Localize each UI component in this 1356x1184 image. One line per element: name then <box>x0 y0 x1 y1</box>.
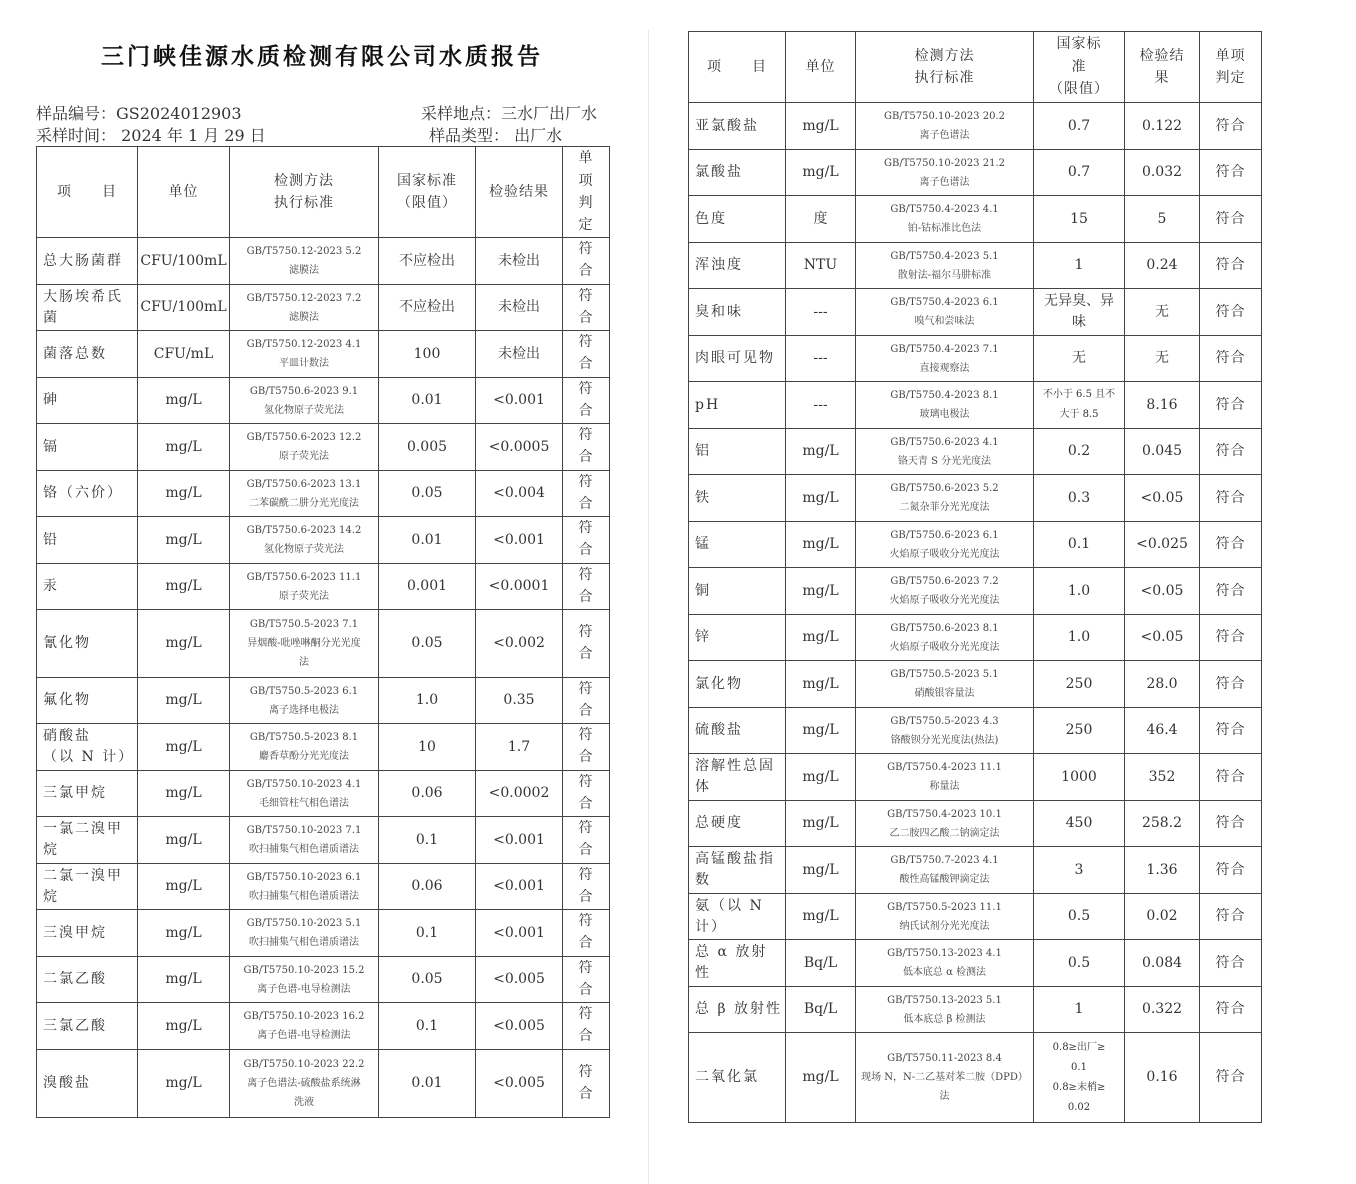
item-method: GB/T5750.4-2023 8.1 玻璃电极法 <box>856 382 1034 429</box>
table-row <box>689 894 1262 940</box>
item-unit: mg/L <box>786 150 856 196</box>
item-limit: 0.1 <box>379 910 476 957</box>
item-name: 锰 <box>689 522 786 568</box>
item-result: <0.001 <box>476 817 563 864</box>
header-limit: 国家标准 （限值） <box>379 147 476 238</box>
item-name: 高锰酸盐指数 <box>689 847 786 894</box>
item-result: 未检出 <box>476 285 563 331</box>
item-limit: 0.005 <box>379 424 476 471</box>
item-unit: mg/L <box>786 1033 856 1123</box>
item-judgement: 符合 <box>1200 615 1262 661</box>
item-unit: 度 <box>786 196 856 243</box>
table-row <box>689 522 1262 568</box>
table-row <box>689 801 1262 847</box>
item-method: GB/T5750.5-2023 11.1 纳氏试剂分光光度法 <box>856 894 1034 940</box>
table-row <box>689 150 1262 196</box>
table-row <box>689 754 1262 801</box>
item-unit: mg/L <box>786 429 856 475</box>
item-method: GB/T5750.10-2023 4.1 毛细管柱气相色谱法 <box>230 771 379 817</box>
item-limit: 0.05 <box>379 610 476 678</box>
item-name: 铅 <box>37 517 138 564</box>
item-method: GB/T5750.6-2023 7.2 火焰原子吸收分光光度法 <box>856 568 1034 615</box>
item-name: 菌落总数 <box>37 331 138 378</box>
table-row <box>689 382 1262 429</box>
item-result: <0.005 <box>476 1003 563 1050</box>
item-method: GB/T5750.7-2023 4.1 酸性高锰酸钾滴定法 <box>856 847 1034 894</box>
item-method: GB/T5750.4-2023 11.1 称量法 <box>856 754 1034 801</box>
item-judgement: 符 合 <box>563 285 610 331</box>
item-result: 未检出 <box>476 238 563 285</box>
item-limit: 1000 <box>1034 754 1125 801</box>
item-name: 镉 <box>37 424 138 471</box>
item-name: pH <box>689 382 786 429</box>
table-row <box>37 238 610 285</box>
item-name: 总硬度 <box>689 801 786 847</box>
item-judgement: 符合 <box>1200 801 1262 847</box>
table-row <box>689 243 1262 289</box>
item-name: 一氯二溴甲烷 <box>37 817 138 864</box>
item-judgement: 符 合 <box>563 1003 610 1050</box>
item-limit: 1.0 <box>379 678 476 724</box>
header-item: 项 目 <box>689 32 786 103</box>
item-unit: mg/L <box>786 568 856 615</box>
item-judgement: 符合 <box>1200 289 1262 336</box>
item-method: GB/T5750.10-2023 20.2 离子色谱法 <box>856 103 1034 150</box>
item-result: 0.084 <box>1125 940 1200 987</box>
item-method: GB/T5750.5-2023 4.3 铬酸钡分光光度法(热法) <box>856 708 1034 754</box>
item-limit: 0.5 <box>1034 894 1125 940</box>
item-result: <0.005 <box>476 1050 563 1118</box>
table-row <box>689 1033 1262 1123</box>
item-limit: 0.1 <box>379 1003 476 1050</box>
item-limit: 1 <box>1034 243 1125 289</box>
item-unit: mg/L <box>786 661 856 708</box>
table-row <box>37 957 610 1003</box>
table-row <box>37 471 610 517</box>
item-result: 28.0 <box>1125 661 1200 708</box>
item-result: <0.001 <box>476 864 563 910</box>
item-result: 未检出 <box>476 331 563 378</box>
item-result: <0.05 <box>1125 615 1200 661</box>
table-row <box>37 331 610 378</box>
item-name: 三溴甲烷 <box>37 910 138 957</box>
item-judgement: 符合 <box>1200 894 1262 940</box>
item-method: GB/T5750.12-2023 7.2 滤膜法 <box>230 285 379 331</box>
item-unit: mg/L <box>138 817 230 864</box>
item-judgement: 符合 <box>1200 382 1262 429</box>
page-divider <box>648 30 649 1184</box>
sample-site: 采样地点：三水厂出厂水 <box>421 104 598 123</box>
header-result: 检验结果 <box>476 147 563 238</box>
item-unit: --- <box>786 382 856 429</box>
item-method: GB/T5750.6-2023 14.2 氢化物原子荧光法 <box>230 517 379 564</box>
table-row <box>689 103 1262 150</box>
item-judgement: 符 合 <box>563 564 610 610</box>
item-limit: 0.2 <box>1034 429 1125 475</box>
item-method: GB/T5750.6-2023 8.1 火焰原子吸收分光光度法 <box>856 615 1034 661</box>
item-result: 无 <box>1125 336 1200 382</box>
item-unit: mg/L <box>138 724 230 771</box>
item-result: <0.004 <box>476 471 563 517</box>
table-row <box>689 940 1262 987</box>
item-limit: 0.01 <box>379 1050 476 1118</box>
item-method: GB/T5750.12-2023 5.2 滤膜法 <box>230 238 379 285</box>
report-title: 三门峡佳源水质检测有限公司水质报告 <box>101 43 543 70</box>
item-limit: 100 <box>379 331 476 378</box>
item-judgement: 符合 <box>1200 940 1262 987</box>
header-result: 检验结 果 <box>1125 32 1200 103</box>
item-result: 352 <box>1125 754 1200 801</box>
item-name: 氟化物 <box>37 678 138 724</box>
item-name: 亚氯酸盐 <box>689 103 786 150</box>
item-unit: --- <box>786 289 856 336</box>
item-unit: Bq/L <box>786 987 856 1033</box>
item-limit: 0.01 <box>379 517 476 564</box>
item-judgement: 符合 <box>1200 196 1262 243</box>
table-row <box>689 289 1262 336</box>
item-result: <0.0002 <box>476 771 563 817</box>
item-name: 氯化物 <box>689 661 786 708</box>
item-method: GB/T5750.6-2023 4.1 铬天青 S 分光光度法 <box>856 429 1034 475</box>
item-judgement: 符 合 <box>563 424 610 471</box>
table-row <box>689 661 1262 708</box>
item-method: GB/T5750.10-2023 22.2 离子色谱法-硫酸盐系统淋 洗液 <box>230 1050 379 1118</box>
item-judgement: 符合 <box>1200 987 1262 1033</box>
table-row <box>37 678 610 724</box>
item-name: 氯酸盐 <box>689 150 786 196</box>
item-name: 三氯甲烷 <box>37 771 138 817</box>
item-result: 5 <box>1125 196 1200 243</box>
right-results-table <box>688 31 1262 1123</box>
item-unit: mg/L <box>138 864 230 910</box>
item-result: 0.35 <box>476 678 563 724</box>
item-result: <0.0005 <box>476 424 563 471</box>
item-name: 肉眼可见物 <box>689 336 786 382</box>
item-limit: 15 <box>1034 196 1125 243</box>
left-results-table <box>36 146 610 1118</box>
table-row <box>689 429 1262 475</box>
item-method: GB/T5750.5-2023 6.1 离子选择电极法 <box>230 678 379 724</box>
item-unit: mg/L <box>138 564 230 610</box>
table-row <box>37 1003 610 1050</box>
item-judgement: 符合 <box>1200 1033 1262 1123</box>
item-judgement: 符 合 <box>563 1050 610 1118</box>
item-result: 0.02 <box>1125 894 1200 940</box>
item-limit: 0.01 <box>379 378 476 424</box>
header-method: 检测方法 执行标准 <box>856 32 1034 103</box>
item-method: GB/T5750.5-2023 8.1 麝香草酚分光光度法 <box>230 724 379 771</box>
item-name: 二氧化氯 <box>689 1033 786 1123</box>
item-name: 锌 <box>689 615 786 661</box>
item-judgement: 符 合 <box>563 910 610 957</box>
item-judgement: 符合 <box>1200 754 1262 801</box>
item-limit: 1 <box>1034 987 1125 1033</box>
header-limit: 国家标 准 （限值） <box>1034 32 1125 103</box>
item-judgement: 符合 <box>1200 243 1262 289</box>
item-unit: mg/L <box>786 522 856 568</box>
item-name: 溶解性总固体 <box>689 754 786 801</box>
item-name: 氰化物 <box>37 610 138 678</box>
header-method: 检测方法 执行标准 <box>230 147 379 238</box>
sample-number: 样品编号：GS2024012903 <box>36 104 242 123</box>
item-method: GB/T5750.6-2023 11.1 原子荧光法 <box>230 564 379 610</box>
item-unit: mg/L <box>138 678 230 724</box>
item-result: <0.001 <box>476 378 563 424</box>
item-judgement: 符 合 <box>563 771 610 817</box>
item-result: <0.025 <box>1125 522 1200 568</box>
item-limit: 0.06 <box>379 864 476 910</box>
item-unit: mg/L <box>786 103 856 150</box>
item-unit: NTU <box>786 243 856 289</box>
item-judgement: 符合 <box>1200 847 1262 894</box>
item-judgement: 符合 <box>1200 522 1262 568</box>
item-judgement: 符 合 <box>563 471 610 517</box>
item-limit: 0.05 <box>379 471 476 517</box>
item-result: <0.05 <box>1125 568 1200 615</box>
table-row <box>689 847 1262 894</box>
table-row <box>689 615 1262 661</box>
item-result: 0.322 <box>1125 987 1200 1033</box>
item-result: 无 <box>1125 289 1200 336</box>
item-result: 0.122 <box>1125 103 1200 150</box>
table-row <box>37 910 610 957</box>
item-method: GB/T5750.11-2023 8.4 现场 N，N-二乙基对苯二胺（DPD） 法 <box>856 1033 1034 1123</box>
item-name: 浑浊度 <box>689 243 786 289</box>
item-method: GB/T5750.6-2023 6.1 火焰原子吸收分光光度法 <box>856 522 1034 568</box>
item-name: 氨（以 N 计） <box>689 894 786 940</box>
item-method: GB/T5750.10-2023 15.2 离子色谱-电导检测法 <box>230 957 379 1003</box>
table-row <box>37 724 610 771</box>
item-limit: 0.05 <box>379 957 476 1003</box>
item-result: 258.2 <box>1125 801 1200 847</box>
item-name: 铬（六价） <box>37 471 138 517</box>
item-limit: 0.3 <box>1034 475 1125 522</box>
item-limit: 0.001 <box>379 564 476 610</box>
item-name: 三氯乙酸 <box>37 1003 138 1050</box>
item-unit: mg/L <box>786 801 856 847</box>
item-limit: 1.0 <box>1034 568 1125 615</box>
item-judgement: 符 合 <box>563 378 610 424</box>
table-row <box>37 517 610 564</box>
item-limit: 无 <box>1034 336 1125 382</box>
item-unit: mg/L <box>786 615 856 661</box>
item-name: 砷 <box>37 378 138 424</box>
table-row <box>37 817 610 864</box>
item-limit: 0.7 <box>1034 150 1125 196</box>
item-name: 铜 <box>689 568 786 615</box>
item-name: 二氯乙酸 <box>37 957 138 1003</box>
item-unit: mg/L <box>138 1050 230 1118</box>
item-method: GB/T5750.13-2023 4.1 低本底总 α 检测法 <box>856 940 1034 987</box>
item-method: GB/T5750.10-2023 5.1 吹扫捕集气相色谱质谱法 <box>230 910 379 957</box>
item-method: GB/T5750.12-2023 4.1 平皿计数法 <box>230 331 379 378</box>
item-limit: 10 <box>379 724 476 771</box>
item-limit: 250 <box>1034 708 1125 754</box>
item-limit: 0.7 <box>1034 103 1125 150</box>
header-judge: 单项 判定 <box>1200 32 1262 103</box>
item-unit: mg/L <box>786 847 856 894</box>
item-name: 硝酸盐 （以 N 计） <box>37 724 138 771</box>
table-row <box>37 564 610 610</box>
item-result: 0.032 <box>1125 150 1200 196</box>
header-judge: 单 项 判 定 <box>563 147 610 238</box>
item-result: <0.0001 <box>476 564 563 610</box>
item-result: 8.16 <box>1125 382 1200 429</box>
item-limit: 不应检出 <box>379 238 476 285</box>
item-limit: 3 <box>1034 847 1125 894</box>
header-unit: 单位 <box>138 147 230 238</box>
item-name: 铝 <box>689 429 786 475</box>
item-method: GB/T5750.4-2023 7.1 直接观察法 <box>856 336 1034 382</box>
item-name: 色度 <box>689 196 786 243</box>
item-result: 1.7 <box>476 724 563 771</box>
item-unit: mg/L <box>138 910 230 957</box>
item-judgement: 符 合 <box>563 678 610 724</box>
item-method: GB/T5750.10-2023 21.2 离子色谱法 <box>856 150 1034 196</box>
item-unit: mg/L <box>138 424 230 471</box>
item-method: GB/T5750.4-2023 5.1 散射法-福尔马肼标准 <box>856 243 1034 289</box>
item-result: <0.001 <box>476 910 563 957</box>
item-method: GB/T5750.6-2023 5.2 二氮杂菲分光光度法 <box>856 475 1034 522</box>
item-judgement: 符 合 <box>563 957 610 1003</box>
table-row <box>37 610 610 678</box>
item-judgement: 符 合 <box>563 238 610 285</box>
table-row <box>689 708 1262 754</box>
item-unit: mg/L <box>138 378 230 424</box>
item-limit: 0.5 <box>1034 940 1125 987</box>
item-unit: mg/L <box>786 708 856 754</box>
item-unit: mg/L <box>138 610 230 678</box>
item-unit: mg/L <box>138 517 230 564</box>
item-result: 0.24 <box>1125 243 1200 289</box>
item-judgement: 符 合 <box>563 610 610 678</box>
item-result: 46.4 <box>1125 708 1200 754</box>
table-row <box>689 568 1262 615</box>
item-judgement: 符 合 <box>563 864 610 910</box>
sample-time: 采样时间： 2024 年 1 月 29 日 <box>36 126 266 145</box>
item-name: 臭和味 <box>689 289 786 336</box>
table-row <box>37 378 610 424</box>
item-name: 汞 <box>37 564 138 610</box>
item-unit: CFU/mL <box>138 331 230 378</box>
item-result: <0.05 <box>1125 475 1200 522</box>
item-judgement: 符合 <box>1200 475 1262 522</box>
table-row <box>37 771 610 817</box>
item-method: GB/T5750.10-2023 16.2 离子色谱-电导检测法 <box>230 1003 379 1050</box>
item-unit: CFU/100mL <box>138 238 230 285</box>
item-judgement: 符合 <box>1200 336 1262 382</box>
item-limit: 不小于 6.5 且不 大于 8.5 <box>1034 382 1125 429</box>
sample-type: 样品类型： 出厂水 <box>429 126 563 145</box>
item-judgement: 符合 <box>1200 429 1262 475</box>
item-name: 总 α 放射性 <box>689 940 786 987</box>
item-name: 总 β 放射性 <box>689 987 786 1033</box>
item-result: <0.001 <box>476 517 563 564</box>
item-name: 大肠埃希氏菌 <box>37 285 138 331</box>
item-method: GB/T5750.6-2023 9.1 氢化物原子荧光法 <box>230 378 379 424</box>
item-name: 总大肠菌群 <box>37 238 138 285</box>
table-row <box>689 196 1262 243</box>
item-method: GB/T5750.4-2023 10.1 乙二胺四乙酸二钠滴定法 <box>856 801 1034 847</box>
item-unit: mg/L <box>138 1003 230 1050</box>
item-unit: mg/L <box>786 754 856 801</box>
item-judgement: 符合 <box>1200 150 1262 196</box>
item-result: 0.16 <box>1125 1033 1200 1123</box>
item-result: <0.002 <box>476 610 563 678</box>
item-judgement: 符合 <box>1200 661 1262 708</box>
item-method: GB/T5750.4-2023 4.1 铂-钴标准比色法 <box>856 196 1034 243</box>
table-row <box>37 864 610 910</box>
table-row <box>689 475 1262 522</box>
item-result: <0.005 <box>476 957 563 1003</box>
item-method: GB/T5750.10-2023 6.1 吹扫捕集气相色谱质谱法 <box>230 864 379 910</box>
table-row <box>689 336 1262 382</box>
item-limit: 0.06 <box>379 771 476 817</box>
table-header-row <box>689 32 1262 103</box>
item-limit: 0.8≥出厂≥ 0.1 0.8≥末梢≥ 0.02 <box>1034 1033 1125 1123</box>
item-name: 铁 <box>689 475 786 522</box>
header-unit: 单位 <box>786 32 856 103</box>
item-judgement: 符合 <box>1200 708 1262 754</box>
item-judgement: 符 合 <box>563 517 610 564</box>
item-method: GB/T5750.6-2023 13.1 二苯碳酰二肼分光光度法 <box>230 471 379 517</box>
header-item: 项 目 <box>37 147 138 238</box>
item-limit: 0.1 <box>1034 522 1125 568</box>
item-unit: mg/L <box>138 771 230 817</box>
item-unit: Bq/L <box>786 940 856 987</box>
item-result: 1.36 <box>1125 847 1200 894</box>
item-unit: --- <box>786 336 856 382</box>
item-unit: mg/L <box>138 957 230 1003</box>
table-row <box>37 1050 610 1118</box>
item-limit: 0.1 <box>379 817 476 864</box>
table-header-row <box>37 147 610 238</box>
item-name: 二氯一溴甲烷 <box>37 864 138 910</box>
item-name: 硫酸盐 <box>689 708 786 754</box>
item-judgement: 符合 <box>1200 103 1262 150</box>
table-row <box>689 987 1262 1033</box>
item-judgement: 符 合 <box>563 817 610 864</box>
item-limit: 不应检出 <box>379 285 476 331</box>
item-limit: 450 <box>1034 801 1125 847</box>
item-method: GB/T5750.4-2023 6.1 嗅气和尝味法 <box>856 289 1034 336</box>
item-limit: 250 <box>1034 661 1125 708</box>
item-method: GB/T5750.5-2023 5.1 硝酸银容量法 <box>856 661 1034 708</box>
table-row <box>37 285 610 331</box>
item-name: 溴酸盐 <box>37 1050 138 1118</box>
item-method: GB/T5750.5-2023 7.1 异烟酸-吡唑啉酮分光光度 法 <box>230 610 379 678</box>
item-judgement: 符合 <box>1200 568 1262 615</box>
item-judgement: 符 合 <box>563 331 610 378</box>
item-judgement: 符 合 <box>563 724 610 771</box>
item-method: GB/T5750.10-2023 7.1 吹扫捕集气相色谱质谱法 <box>230 817 379 864</box>
item-method: GB/T5750.6-2023 12.2 原子荧光法 <box>230 424 379 471</box>
table-row <box>37 424 610 471</box>
item-method: GB/T5750.13-2023 5.1 低本底总 β 检测法 <box>856 987 1034 1033</box>
item-limit: 1.0 <box>1034 615 1125 661</box>
item-result: 0.045 <box>1125 429 1200 475</box>
item-limit: 无异臭、异 味 <box>1034 289 1125 336</box>
item-unit: mg/L <box>786 894 856 940</box>
item-unit: CFU/100mL <box>138 285 230 331</box>
item-unit: mg/L <box>138 471 230 517</box>
item-unit: mg/L <box>786 475 856 522</box>
